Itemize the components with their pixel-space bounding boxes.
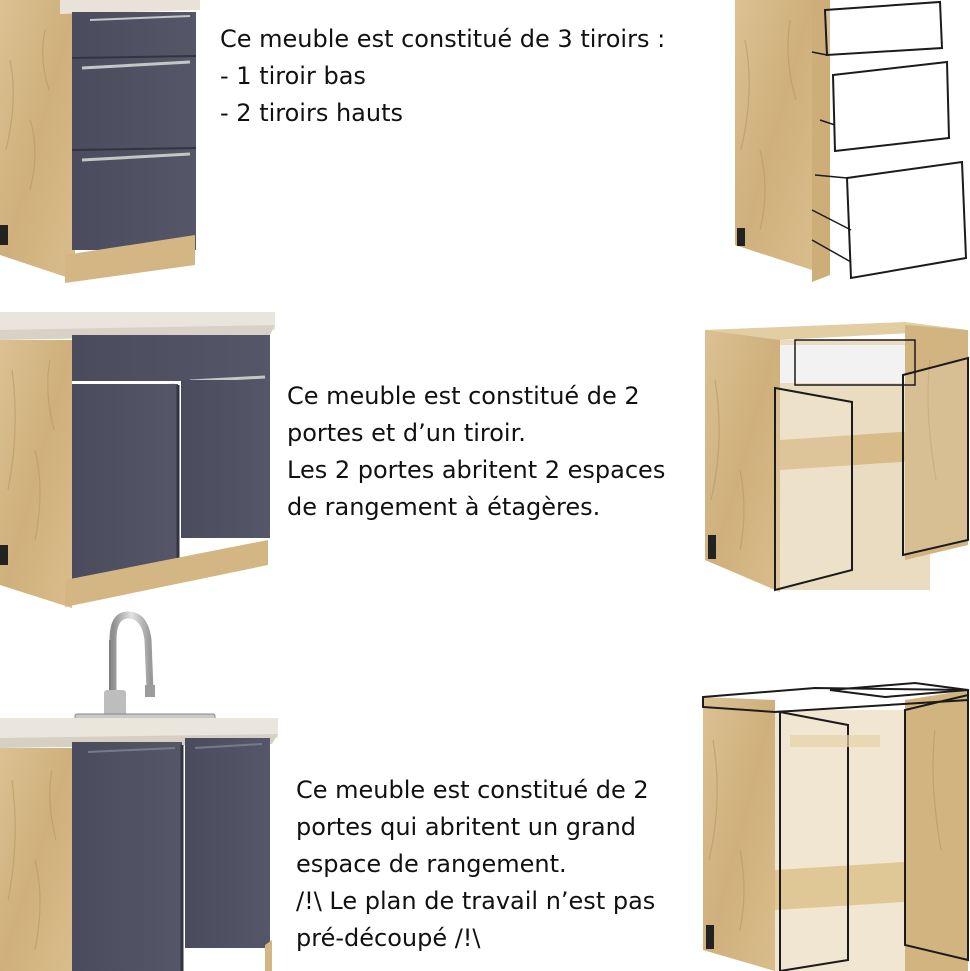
description-line: de rangement à étagères. [287, 493, 601, 521]
door-drawer-cabinet-photo [0, 312, 275, 608]
drawer-cabinet-photo [0, 0, 200, 283]
description-line: Ce meuble est constitué de 3 tiroirs : [220, 25, 666, 53]
drawer-cabinet-diagram [735, 0, 966, 282]
door-drawer-cabinet-diagram [705, 322, 968, 592]
door-drawer-unit-description [287, 378, 665, 526]
description-line: - 1 tiroir bas [220, 62, 366, 90]
description-line: Les 2 portes abritent 2 espaces [287, 456, 666, 484]
drawer-unit-description [220, 21, 665, 132]
description-line: - 2 tiroirs hauts [220, 99, 403, 127]
description-line: portes qui abritent un grand [296, 813, 637, 841]
sink-unit-description [296, 772, 655, 957]
description-line: espace de rangement. [296, 850, 567, 878]
description-line: portes et d’un tiroir. [287, 419, 526, 447]
sink-cabinet-photo [0, 615, 278, 971]
sink-cabinet-diagram [703, 683, 968, 971]
description-line: pré-découpé /!\ [296, 924, 481, 952]
description-line: Ce meuble est constitué de 2 [296, 776, 649, 804]
description-line: Ce meuble est constitué de 2 [287, 382, 640, 410]
description-line: /!\ Le plan de travail n’est pas [296, 887, 656, 915]
